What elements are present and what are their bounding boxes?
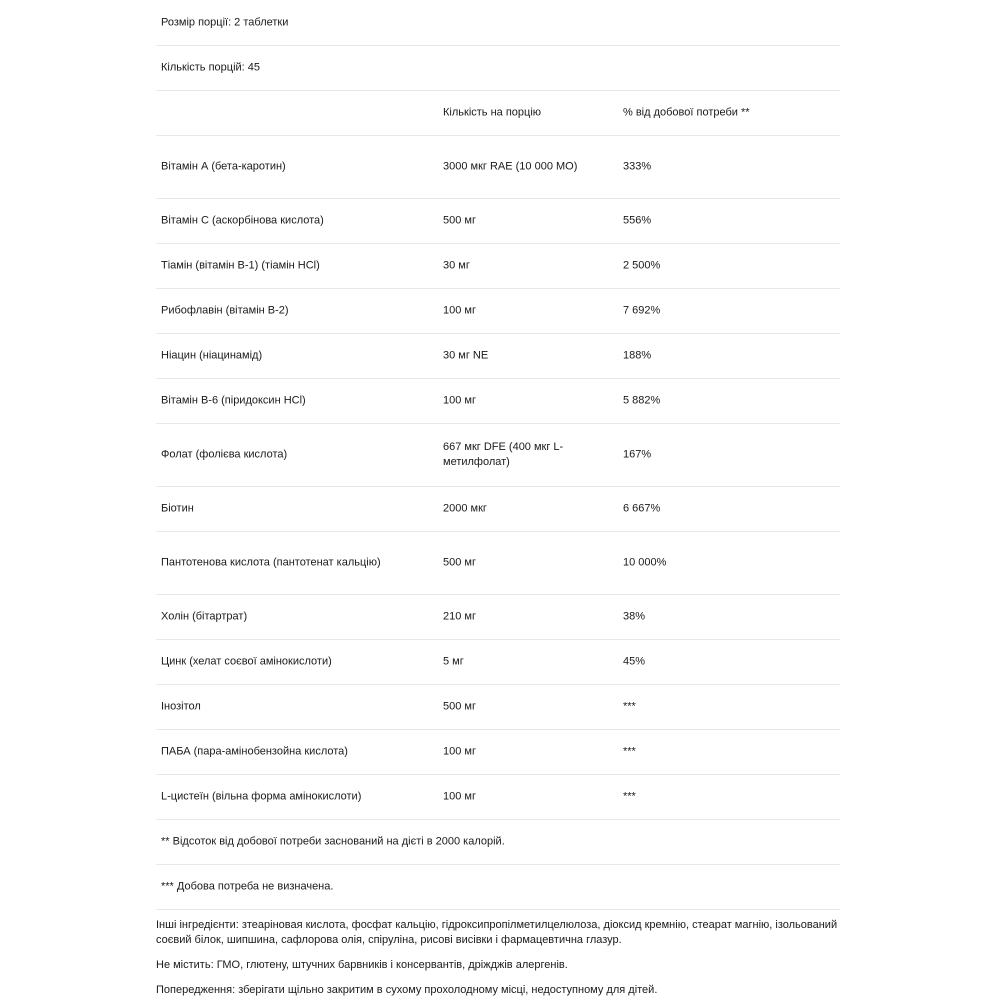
supplement-facts-table [156,0,840,910]
nutrient-name: Вітамін С (аскорбінова кислота) [161,214,324,227]
table-row [156,730,840,775]
nutrient-daily-value: 38% [623,610,646,623]
nutrient-name: Рибофлавін (вітамін В-2) [161,304,289,317]
nutrient-daily-value: 10 000% [623,556,667,569]
nutrient-amount: 667 мкг DFE (400 мкг L-метилфолат) [443,441,564,468]
nutrient-amount: 500 мг [443,700,476,713]
serving-size-row [156,0,840,46]
nutrient-daily-value: *** [623,745,636,758]
nutrient-daily-value: 5 882% [623,394,661,407]
nutrient-name: Вітамін А (бета-каротин) [161,160,286,173]
serving-size: Розмір порції: 2 таблетки [161,16,289,28]
nutrient-name: Біотин [161,502,194,515]
nutrient-amount: 5 мг [443,655,464,668]
table-row [156,379,840,424]
nutrient-amount: 30 мг [443,259,470,272]
nutrient-amount: 500 мг [443,214,476,227]
nutrient-daily-value: 188% [623,349,652,362]
not-established-footnote: *** Добова потреба не визначена. [161,880,334,893]
servings-count-row [156,46,840,91]
nutrient-name: Пантотенова кислота (пантотенат кальцію) [161,556,381,569]
table-row [156,487,840,532]
nutrient-amount: 500 мг [443,556,476,569]
table-row [156,289,840,334]
nutrient-amount: 100 мг [443,745,476,758]
table-row [156,424,840,487]
table-row [156,775,840,820]
nutrient-daily-value: 556% [623,214,652,227]
nutrient-name: ПАБА (пара-амінобензойна кислота) [161,745,348,758]
nutrient-name: Цинк (хелат соєвої амінокислоти) [161,655,332,668]
nutrient-daily-value: 7 692% [623,304,661,317]
table-row [156,685,840,730]
nutrient-daily-value: 2 500% [623,259,661,272]
other-ingredients-text: Інші інгредієнти: зтеаріновая кислота, фосфат кальцію, гідроксипропілметилцелюлоза, діоксид кремнію, стеарат магнію, ізольований соєвий білок, шипшина, сафлорова олія, спіруліна, рисові висівки і фармацевтична глазур. [156,919,838,946]
table-row [156,136,840,199]
nutrient-amount: 100 мг [443,790,476,803]
daily-value-footnote: ** Відсоток від добової потреби заснований на дієті в 2000 калорій. [161,835,505,848]
nutrient-name: L-цистеїн (вільна форма амінокислоти) [161,790,362,803]
nutrient-amount: 210 мг [443,610,476,623]
nutrient-name: Вітамін В-6 (піридоксин HCl) [161,394,306,407]
free-from-text: Не містить: ГМО, глютену, штучних барвників і консервантів, дріжджів алергенів. [156,959,568,971]
table-row [156,334,840,379]
warning-text: Попередження: зберігати щільно закритим в сухому прохолодному місці, недоступному для дітей. [156,984,658,996]
header-amount: Кількість на порцію [443,106,542,119]
table-row [156,640,840,685]
nutrient-daily-value: *** [623,790,636,803]
nutrient-daily-value: 45% [623,655,646,668]
table-row [156,199,840,244]
nutrient-daily-value: 6 667% [623,502,661,515]
nutrient-amount: 100 мг [443,304,476,317]
nutrient-amount: 30 мг NE [443,349,489,362]
table-row [156,532,840,595]
table-row [156,244,840,289]
nutrient-name: Ніацин (ніацинамід) [161,349,263,362]
footnote-row [156,820,840,865]
nutrient-daily-value: *** [623,700,636,713]
footnote-row [156,865,840,910]
nutrient-daily-value: 333% [623,160,652,173]
nutrient-name: Інозітол [161,700,201,713]
nutrient-daily-value: 167% [623,448,652,461]
nutrient-name: Холін (бітартрат) [161,610,248,623]
nutrient-amount: 100 мг [443,394,476,407]
nutrient-amount: 3000 мкг RAE (10 000 МО) [443,160,578,173]
table-header-row [156,91,840,136]
nutrient-amount: 2000 мкг [443,502,487,515]
nutrient-name: Фолат (фолієва кислота) [161,448,288,461]
product-notes [156,918,846,1008]
servings-count: Кількість порцій: 45 [161,61,261,74]
header-daily-value: % від добової потреби ** [623,106,750,119]
nutrient-name: Тіамін (вітамін В-1) (тіамін HCl) [161,259,320,272]
table-row [156,595,840,640]
